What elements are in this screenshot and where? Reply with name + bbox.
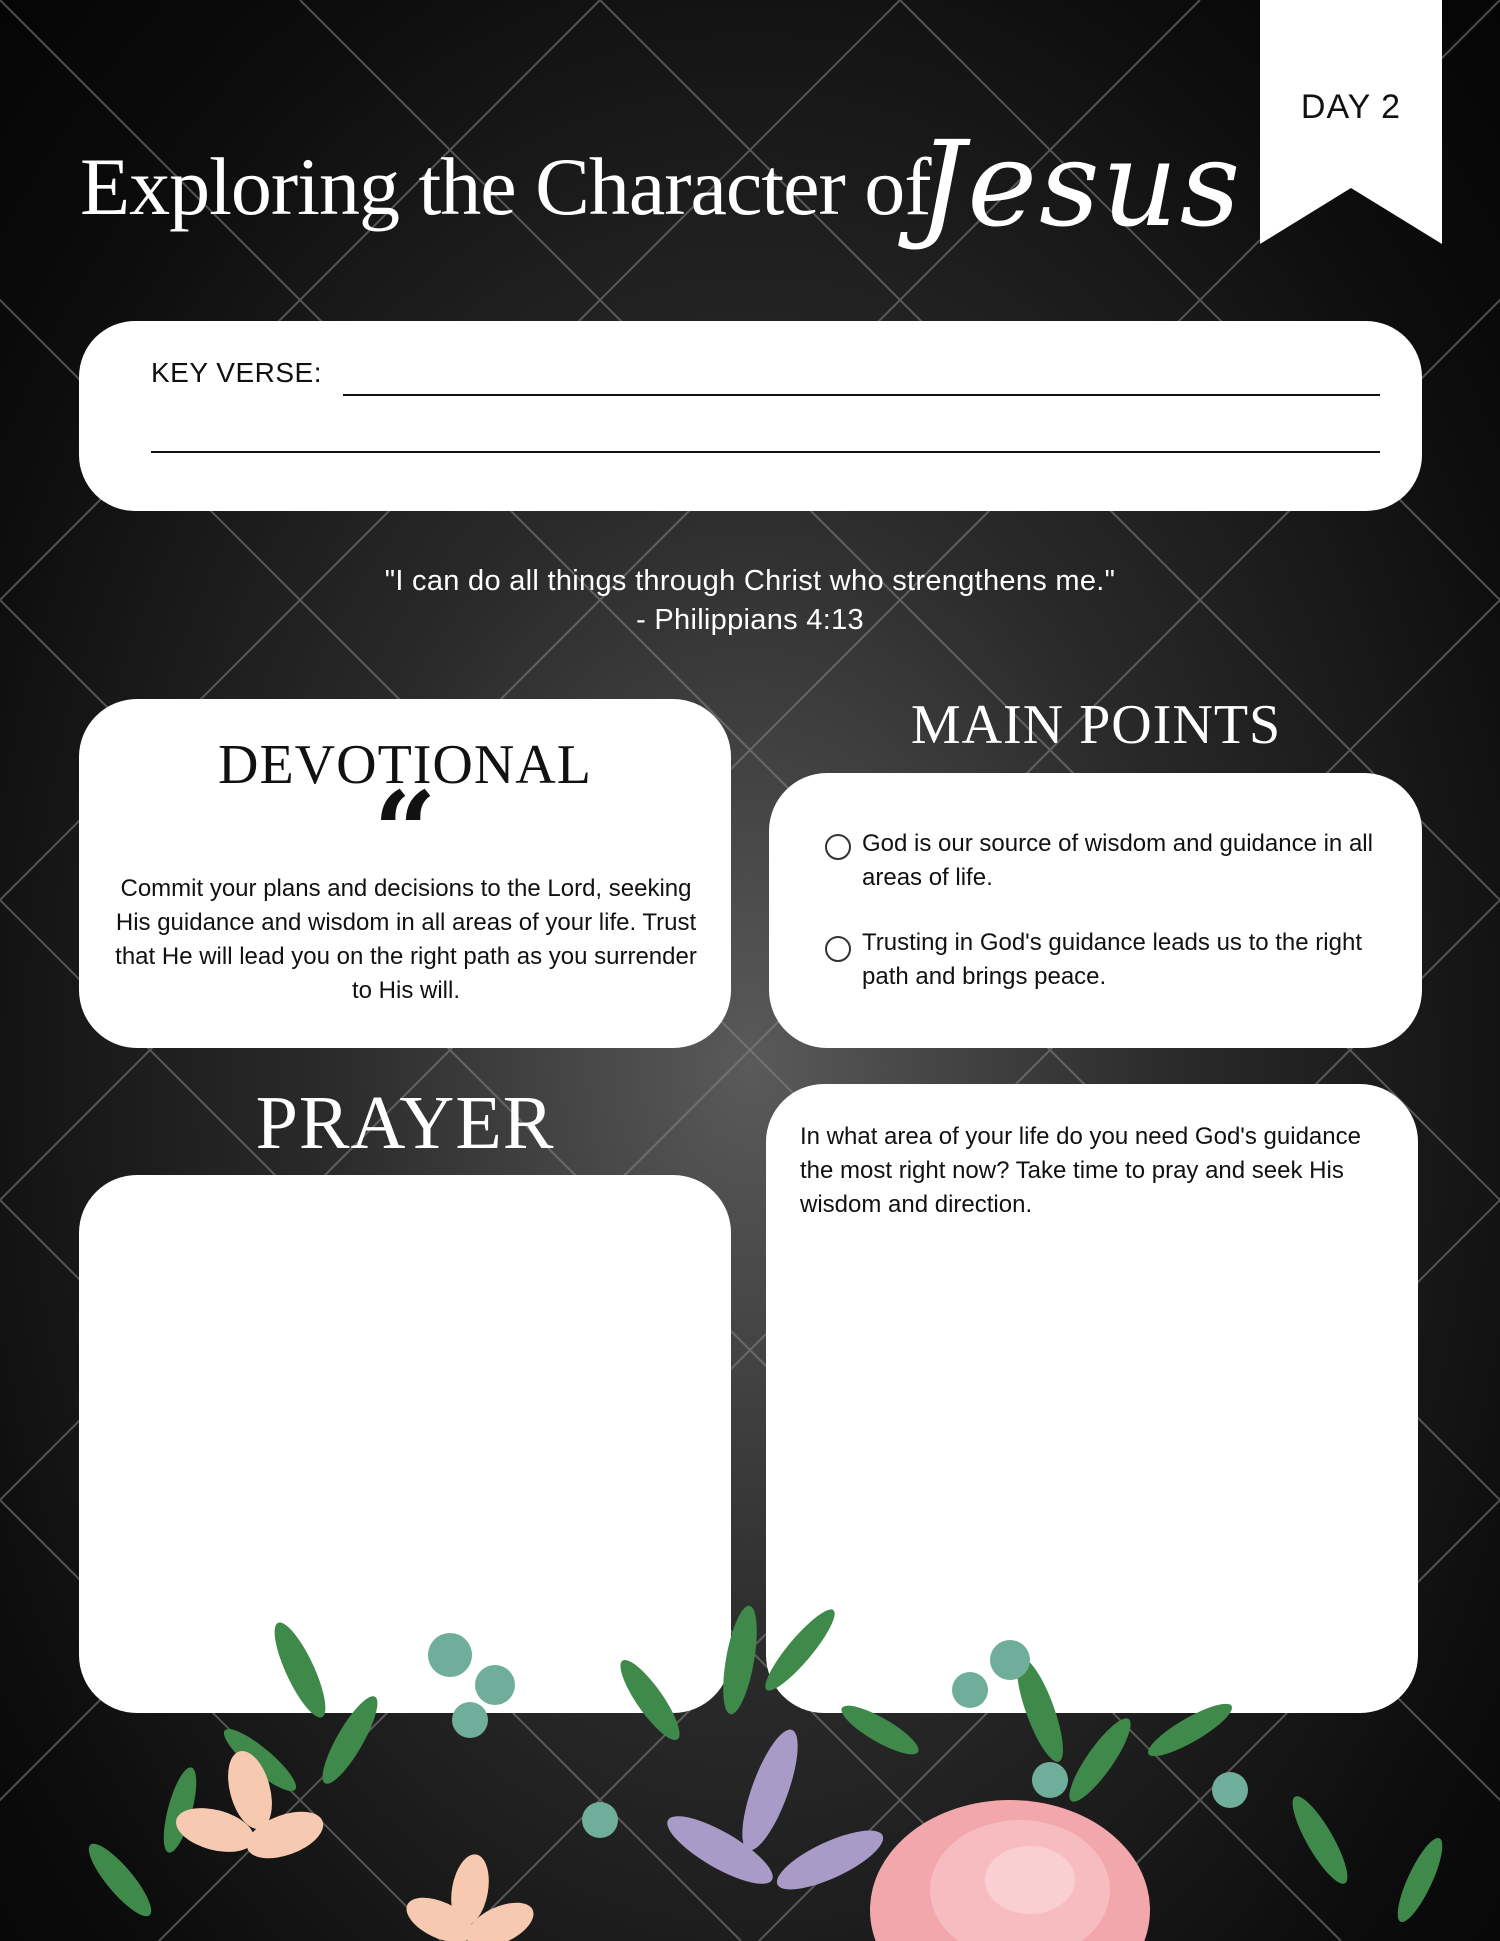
devotional-body: Commit your plans and decisions to the Lord, seeking His guidance and wisdom in all areas of your life. Trust that He will lead you on the right path as you surrender to His will. <box>115 875 697 1004</box>
quote-icon: “ <box>373 767 437 896</box>
prayer-heading: PRAYER <box>255 1081 555 1165</box>
key-verse-line-2[interactable] <box>151 451 1380 453</box>
key-verse-line-1[interactable] <box>343 394 1380 396</box>
main-point-1-checkbox[interactable] <box>825 834 851 860</box>
reflection-prompt: In what area of your life do you need God's guidance the most right now? Take time to pray and seek His wisdom and direction. <box>800 1123 1361 1218</box>
title-script-text: Jesus <box>918 115 1243 253</box>
main-point-1-text: God is our source of wisdom and guidance in all areas of life. <box>862 830 1373 891</box>
main-points-card <box>769 773 1422 1048</box>
scripture-quote: "I can do all things through Christ who strengthens me." <box>384 565 1116 597</box>
key-verse-label: KEY VERSE: <box>151 357 323 388</box>
key-verse-card <box>79 321 1422 511</box>
day-label: DAY 2 <box>1300 88 1402 126</box>
floral-decoration <box>0 1590 1500 1941</box>
devotional-heading: DEVOTIONAL <box>218 734 592 796</box>
main-point-2-text: Trusting in God's guidance leads us to the right path and brings peace. <box>862 929 1362 990</box>
scripture-reference: - Philippians 4:13 <box>636 604 864 636</box>
main-points-heading: MAIN POINTS <box>910 694 1282 756</box>
main-point-2-checkbox[interactable] <box>825 936 851 962</box>
title-main-text: Exploring the Character of <box>80 141 931 232</box>
